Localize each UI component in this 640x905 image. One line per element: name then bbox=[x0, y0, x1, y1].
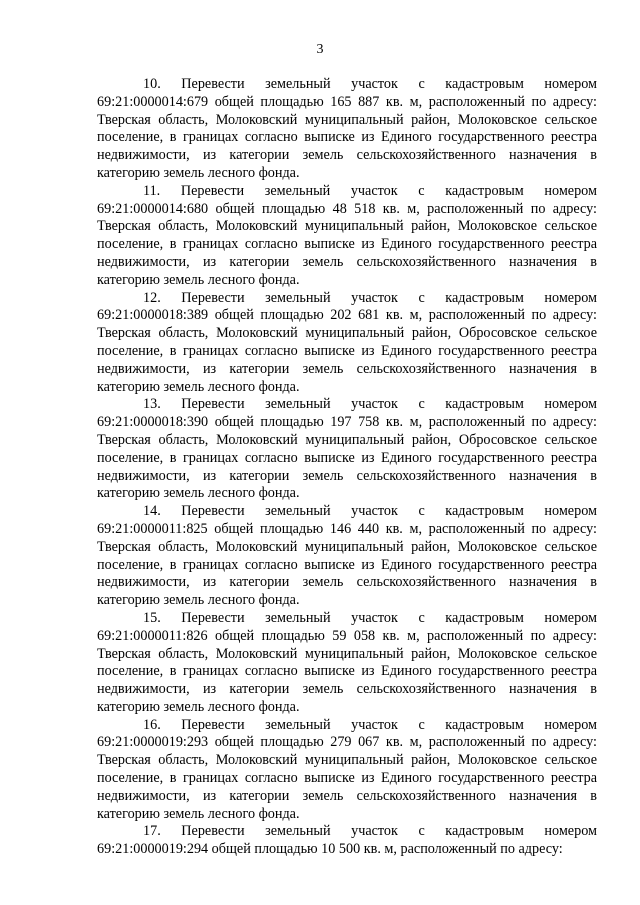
list-item-16: 16. Перевести земельный участок с кадастровым номером 69:21:0000019:293 общей площадью 279 067 кв. м, расположенный по адресу: Тверская область, Молоковский муниципальный район, Молоковское сельское поселение, в границах согласно выписке из Единого государственного реестра недвижимости, из категории земель сельскохозяйственного назначения в категорию земель лесного фонда. bbox=[97, 716, 597, 822]
list-item-11: 11. Перевести земельный участок с кадастровым номером 69:21:0000014:680 общей площадью 48 518 кв. м, расположенный по адресу: Тверская область, Молоковский муниципальный район, Молоковское сельское поселение, в границах согласно выписке из Единого государственного реестра недвижимости, из категории земель сельскохозяйственного назначения в категорию земель лесного фонда. bbox=[97, 182, 597, 288]
list-item-14: 14. Перевести земельный участок с кадастровым номером 69:21:0000011:825 общей площадью 146 440 кв. м, расположенный по адресу: Тверская область, Молоковский муниципальный район, Молоковское сельское поселение, в границах согласно выписке из Единого государственного реестра недвижимости, из категории земель сельскохозяйственного назначения в категорию земель лесного фонда. bbox=[97, 503, 597, 609]
list-item-17: 17. Перевести земельный участок с кадастровым номером 69:21:0000019:294 общей площадью 10 500 кв. м, расположенный по адресу: bbox=[97, 823, 597, 858]
list-item-12: 12. Перевести земельный участок с кадастровым номером 69:21:0000018:389 общей площадью 202 681 кв. м, расположенный по адресу: Тверская область, Молоковский муниципальный район, Обросовское сельское поселение, в границах согласно выписке из Единого государственного реестра недвижимости, из категории земель сельскохозяйственного назначения в категорию земель лесного фонда. bbox=[97, 289, 597, 395]
list-item-15: 15. Перевести земельный участок с кадастровым номером 69:21:0000011:826 общей площадью 59 058 кв. м, расположенный по адресу: Тверская область, Молоковский муниципальный район, Молоковское сельское поселение, в границах согласно выписке из Единого государственного реестра недвижимости, из категории земель сельскохозяйственного назначения в категорию земель лесного фонда. bbox=[97, 609, 597, 715]
page-number: 3 bbox=[316, 42, 324, 57]
document-body bbox=[97, 76, 597, 859]
list-item-13: 13. Перевести земельный участок с кадастровым номером 69:21:0000018:390 общей площадью 197 758 кв. м, расположенный по адресу: Тверская область, Молоковский муниципальный район, Обросовское сельское поселение, в границах согласно выписке из Единого государственного реестра недвижимости, из категории земель сельскохозяйственного назначения в категорию земель лесного фонда. bbox=[97, 396, 597, 502]
list-item-10: 10. Перевести земельный участок с кадастровым номером 69:21:0000014:679 общей площадью 165 887 кв. м, расположенный по адресу: Тверская область, Молоковский муниципальный район, Молоковское сельское поселение, в границах согласно выписке из Единого государственного реестра недвижимости, из категории земель сельскохозяйственного назначения в категорию земель лесного фонда. bbox=[97, 76, 597, 181]
